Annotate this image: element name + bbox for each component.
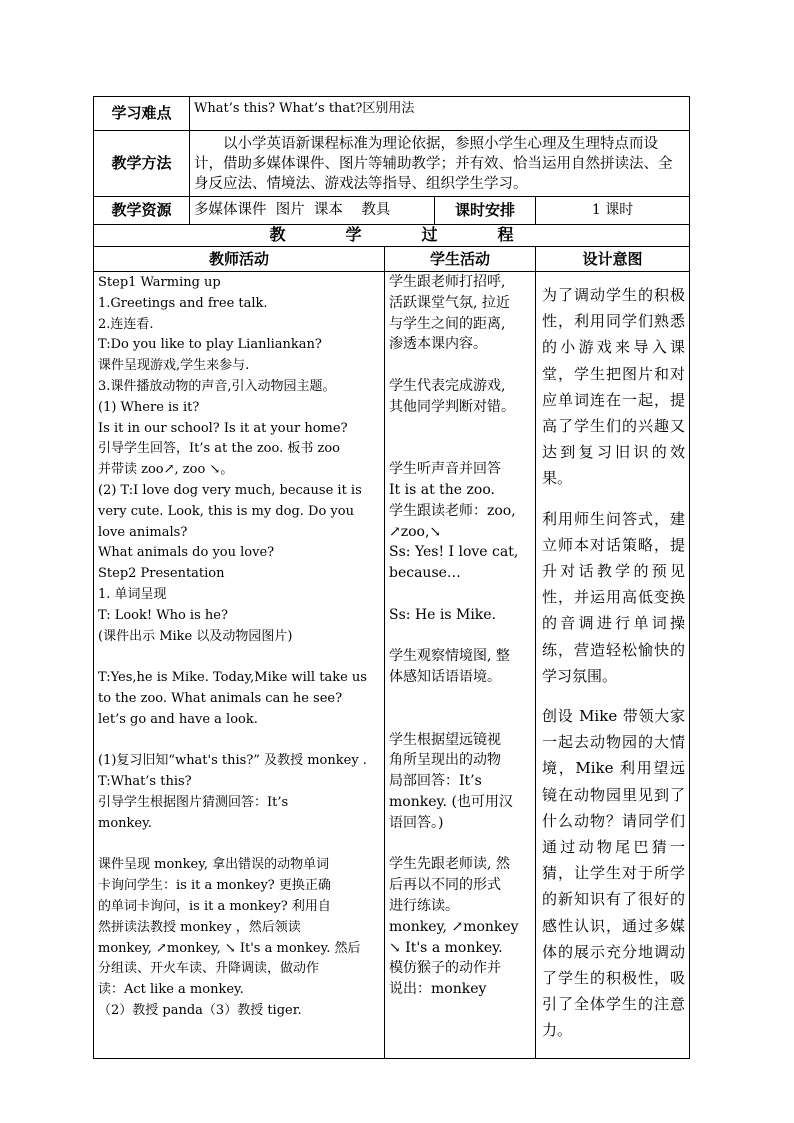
lesson-plan-table xyxy=(93,96,690,1059)
design-intent xyxy=(536,272,690,1059)
student-line: ↘ It's a monkey. xyxy=(389,939,503,956)
teacher-line: love animals? xyxy=(98,524,188,540)
schedule-value: 1 课时 xyxy=(536,197,690,225)
teacher-line: 分组读、开火车读、升降调读，做动作 xyxy=(98,961,320,977)
teacher-line: 然拼读法教授 monkey ，然后领读 xyxy=(98,919,301,935)
col-design-header: 设计意图 xyxy=(536,247,690,272)
student-line: 学生根据望远镜视 xyxy=(389,731,501,748)
method-value: 以小学英语新课程标准为理论依据，参照小学生心理及生理特点而设计，借助多媒体课件、图片等辅助教学；并有效、恰当运用自然拼读法、全身反应法、情境法、游戏法等指导、组织学生学习。 xyxy=(190,131,690,197)
student-line: Ss: Yes! I love cat, xyxy=(389,544,519,561)
resources-value: 多媒体课件 图片 课本 教具 xyxy=(190,197,435,225)
teacher-line xyxy=(98,731,380,752)
teacher-line xyxy=(98,835,380,856)
teacher-line: very cute. Look, this is my dog. Do you xyxy=(98,503,354,519)
teacher-line: 课件呈现 monkey, 拿出错误的动物单词 xyxy=(98,857,330,873)
teacher-line: T:What’s this? xyxy=(98,774,192,790)
design-paragraph: 利用师生问答式，建立师本对话策略，提升对话教学的预见性，并运用高低变换的音调进行单词操练，营造轻松愉快的学习氛围。 xyxy=(542,509,686,685)
teacher-line: (1) Where is it? xyxy=(98,399,200,415)
teacher-line: 引导学生根据图片猜测回答：It’s xyxy=(98,794,289,810)
teacher-line: Step2 Presentation xyxy=(98,566,225,582)
process-title: 教学过程 xyxy=(94,225,690,247)
student-line: 学生代表完成游戏, xyxy=(389,377,506,394)
teacher-line xyxy=(98,647,380,668)
student-line: because… xyxy=(389,565,461,582)
teacher-line: Is it in our school? Is it at your home? xyxy=(98,420,348,436)
teacher-line: monkey, ↗monkey, ↘ It's a monkey. 然后 xyxy=(98,940,361,956)
col-student-header: 学生活动 xyxy=(385,247,536,272)
student-line: monkey, ↗monkey xyxy=(389,918,519,935)
teacher-line: 并带读 zoo↗, zoo ↘。 xyxy=(98,462,234,478)
teacher-line: to the zoo. What animals can he see? xyxy=(98,690,343,706)
student-line: 渗透本课内容。 xyxy=(389,336,487,353)
student-line: 角所呈现出的动物 xyxy=(389,752,501,769)
student-line xyxy=(389,709,531,730)
schedule-label: 课时安排 xyxy=(435,197,536,225)
teacher-line: T:Yes,he is Mike. Today,Mike will take us xyxy=(98,670,367,686)
teacher-line: 读：Act like a monkey. xyxy=(98,982,244,998)
teacher-line: T: Look! Who is he? xyxy=(98,607,228,623)
row-resources xyxy=(94,197,690,225)
row-column-headers xyxy=(94,247,690,272)
teacher-activities xyxy=(94,272,385,1059)
method-label: 教学方法 xyxy=(94,131,190,197)
student-line xyxy=(389,834,531,855)
row-method xyxy=(94,131,690,197)
teacher-line: monkey. xyxy=(98,815,152,831)
student-line xyxy=(389,355,531,376)
student-line: 后再以不同的形式 xyxy=(389,877,501,894)
student-line: 学生先跟老师读, 然 xyxy=(389,856,510,873)
teacher-line: 课件呈现游戏,学生来参与. xyxy=(98,358,250,374)
student-line: 学生跟老师打招呼, xyxy=(389,274,506,290)
student-line: 说出：monkey xyxy=(389,981,487,998)
student-line: 体感知话语语境。 xyxy=(389,669,501,686)
teacher-line: 卡询问学生：is it a monkey? 更换正确 xyxy=(98,878,331,894)
teacher-line: 1. 单词呈现 xyxy=(98,586,167,602)
teacher-line: 引导学生回答，It’s at the zoo. 板书 zoo xyxy=(98,441,340,457)
teacher-line: (课件出示 Mike 以及动物园图片) xyxy=(98,628,293,644)
student-line: 其他同学判断对错。 xyxy=(389,398,515,415)
student-line: 活跃课堂气氛, 拉近 xyxy=(389,294,510,311)
student-line: 学生听声音并回答 xyxy=(389,461,501,478)
student-activities xyxy=(385,272,536,1059)
col-teacher-header: 教师活动 xyxy=(94,247,385,272)
teacher-line: 3.课件播放动物的声音,引入动物园主题。 xyxy=(98,378,336,394)
student-line xyxy=(389,438,531,459)
teacher-line: 2.连连看. xyxy=(98,316,154,332)
teacher-line: T:Do you like to play Lianliankan? xyxy=(98,337,322,353)
student-line: 局部回答：It’s xyxy=(389,773,482,790)
student-line: ↗zoo,↘ xyxy=(389,523,442,540)
teacher-line: (1)复习旧知“what's this?” 及教授 monkey . xyxy=(98,753,367,769)
resources-label: 教学资源 xyxy=(94,197,190,225)
student-line xyxy=(389,688,531,709)
student-line: It is at the zoo. xyxy=(389,481,495,498)
teacher-line: 的单词卡询问，is it a monkey? 利用自 xyxy=(98,898,331,914)
row-process-title xyxy=(94,225,690,247)
student-line: 语回答。) xyxy=(389,814,444,831)
teacher-line: What animals do you love? xyxy=(98,545,275,561)
student-line xyxy=(389,626,531,647)
teacher-line: Step1 Warming up xyxy=(98,275,221,290)
row-difficulty xyxy=(94,97,690,131)
difficulty-value: What’s this? What’s that?区别用法 xyxy=(190,97,690,131)
teacher-line: (2) T:I love dog very much, because it is xyxy=(98,482,362,498)
student-line: 与学生之间的距离, xyxy=(389,315,506,332)
student-line: 学生观察情境图, 整 xyxy=(389,648,510,665)
student-line: 模仿猴子的动作并 xyxy=(389,960,501,977)
teacher-line: 1.Greetings and free talk. xyxy=(98,295,268,311)
student-line: 进行练读。 xyxy=(389,897,459,914)
row-content xyxy=(94,272,690,1059)
teacher-line: let’s go and have a look. xyxy=(98,711,258,727)
design-paragraph: 为了调动学生的积极性，利用同学们熟悉的小游戏来导入课堂，学生把图片和对应单词连在一起，提高了学生们的兴趣又达到复习旧识的效果。 xyxy=(542,286,686,488)
student-line: monkey. (也可用汉 xyxy=(389,793,513,810)
student-line xyxy=(389,584,531,605)
student-line xyxy=(389,418,531,439)
student-line: Ss: He is Mike. xyxy=(389,606,497,623)
student-line: 学生跟读老师：zoo, xyxy=(389,502,516,519)
design-paragraph: 创设 Mike 带领大家一起去动物园的大情境，Mike 利用望远镜在动物园里见到了什么动物？请同学们通过动物尾巴猜一猜，让学生对于所学的新知识有了很好的感性认识，通过多媒体的展示充分地调动了学生的积极性，吸引了全体学生的注意力。 xyxy=(542,707,686,1040)
difficulty-label: 学习难点 xyxy=(94,97,190,131)
teacher-line: （2）教授 panda（3）教授 tiger. xyxy=(98,1002,302,1018)
